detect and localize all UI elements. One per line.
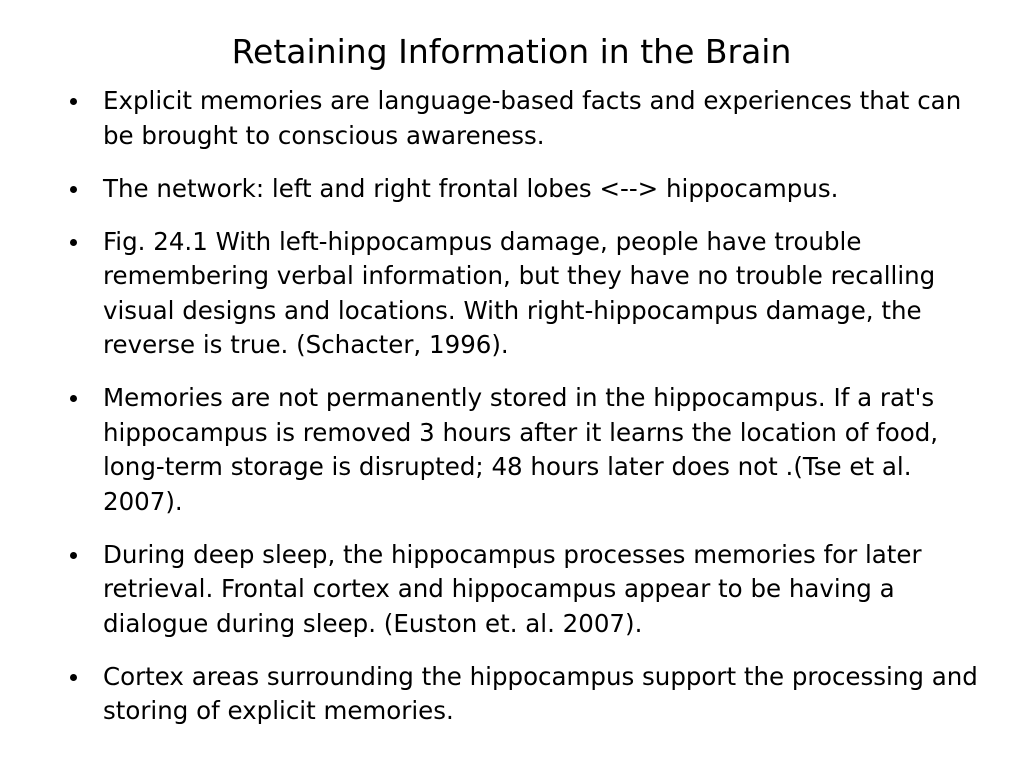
bullet-item [70, 225, 985, 363]
bullet-item [70, 84, 985, 153]
bullet-item [70, 381, 985, 519]
bullet-text: Memories are not permanently stored in the hippocampus. If a rat's hippocampus is removed 3 hours after it learns the location of food, long-term storage is disrupted; 48 hours later does not .(Tse et al. 2007). [103, 383, 939, 516]
bullet-dot-icon [70, 552, 77, 559]
bullet-dot-icon [70, 186, 77, 193]
bullet-text: Explicit memories are language-based facts and experiences that can be brought to conscious awareness. [103, 86, 962, 150]
slide-title: Retaining Information in the Brain [231, 32, 792, 71]
bullet-text: Cortex areas surrounding the hippocampus support the processing and storing of explicit memories. [103, 661, 978, 725]
bullet-text: The network: left and right frontal lobes <--> hippocampus. [103, 173, 839, 203]
bullet-dot-icon [70, 395, 77, 402]
bullet-item [70, 172, 985, 207]
bullet-dot-icon [70, 98, 77, 105]
bullet-text: During deep sleep, the hippocampus processes memories for later retrieval. Frontal cortex and hippocampus appear to be having a dialogue during sleep. (Euston et. al. 2007). [103, 539, 922, 638]
bullet-dot-icon [70, 674, 77, 681]
bullet-dot-icon [70, 239, 77, 246]
bullet-item [70, 660, 985, 729]
bullet-item [70, 538, 985, 642]
bullet-list [70, 84, 985, 747]
bullet-text: Fig. 24.1 With left-hippocampus damage, people have trouble remembering verbal information, but they have no trouble recalling visual designs and locations. With right-hippocampus damage, the reverse is true. (Schacter, 1996). [103, 226, 936, 359]
